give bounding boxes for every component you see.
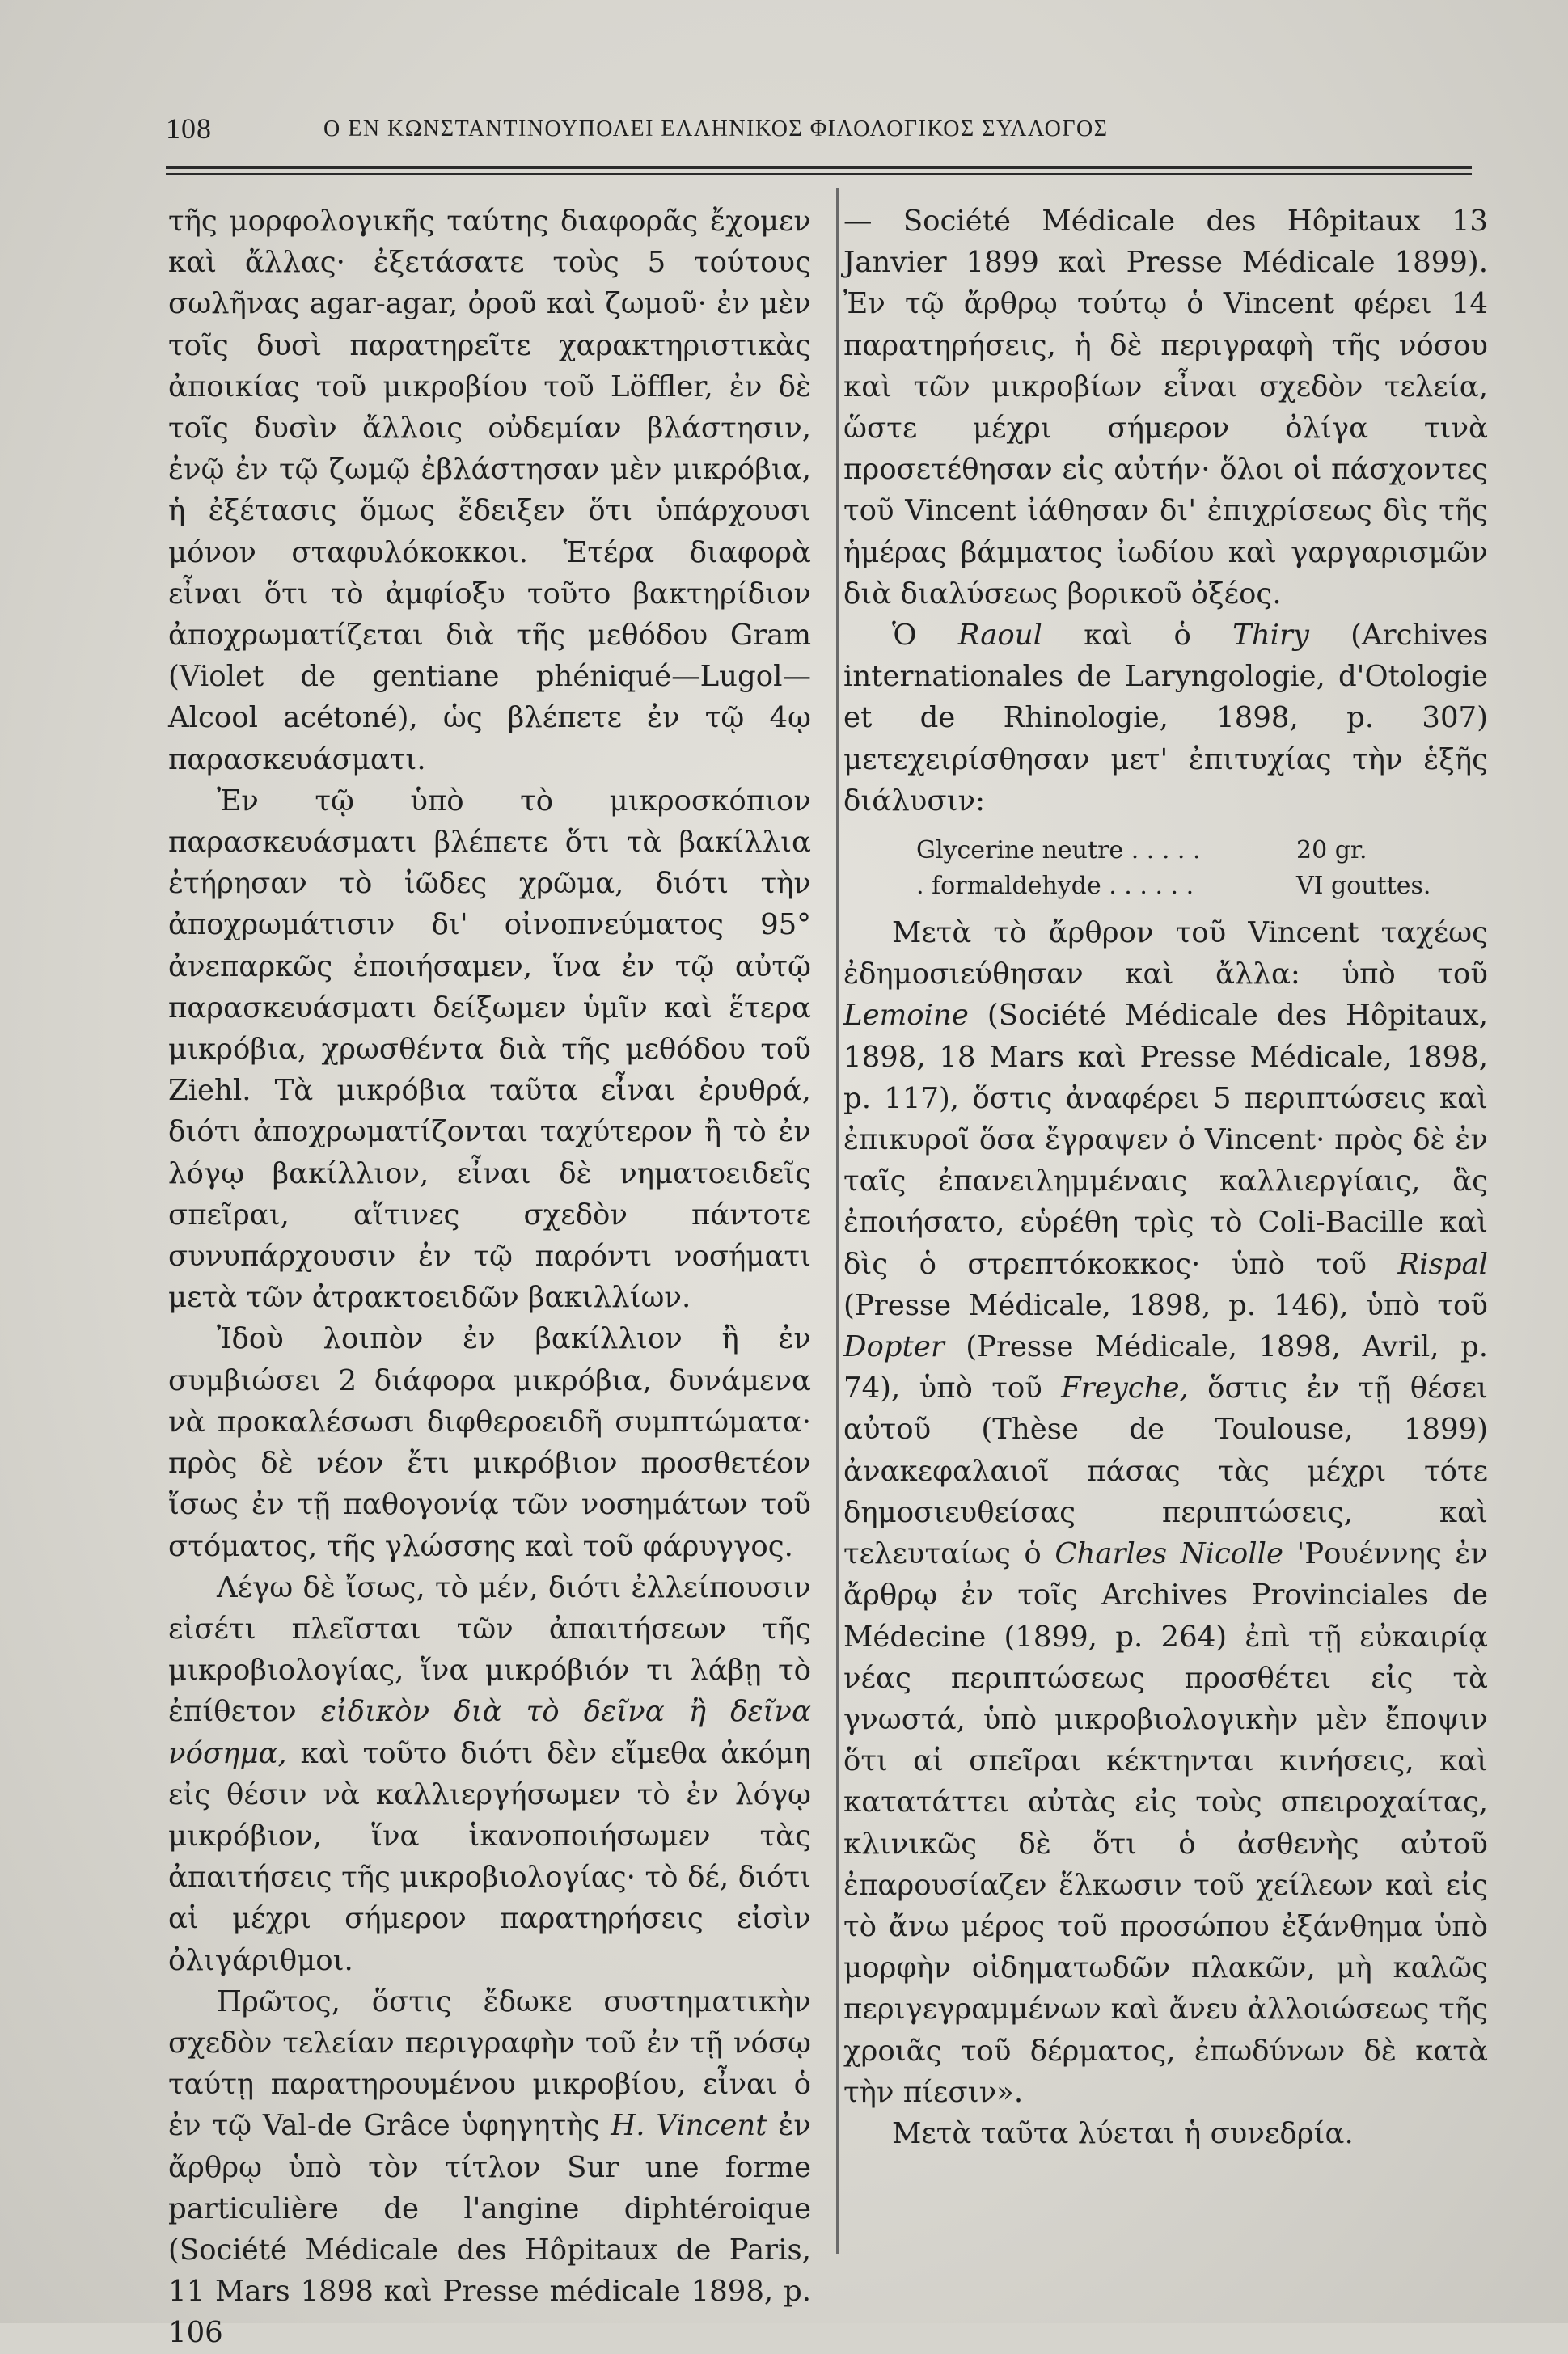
header-rule-thick <box>166 166 1472 169</box>
left-p4-italic: εἰδικὸν διὰ τὸ δεῖνα ἢ δεῖνα νόσημα, <box>168 1695 811 1770</box>
right-p3-author-dopter: Dopter <box>843 1330 945 1364</box>
right-paragraph-3 <box>843 912 1488 2113</box>
right-column <box>843 201 1488 2154</box>
right-p2-author-thiry: Thiry <box>1232 619 1309 653</box>
right-paragraph-2 <box>843 615 1488 822</box>
right-p2-text-a: Ὁ <box>892 619 958 653</box>
right-p2-author-raoul: Raoul <box>957 619 1043 653</box>
formula-block <box>843 833 1488 904</box>
right-paragraph-4: Μετὰ ταῦτα λύεται ἡ συνεδρία. <box>892 2116 1354 2150</box>
right-p3-author-lemoine: Lemoine <box>843 999 969 1033</box>
left-p4-text-b: καὶ τοῦτο διότι δὲν εἴμεθα ἀκόμη εἰς θέσιν νὰ καλλιεργήσωμεν τὸ ἐν λόγῳ μικρόβιον, ἵνα ἱκανοποιήσωμεν τὰς ἀπαιτήσεις τῆς μικροβιολογίας· τὸ δέ, διότι αἱ μέχρι σήμερον παρατηρήσεις εἰσὶν ὀλιγάριθμοι. <box>168 1736 811 1977</box>
left-p5-text-a: Πρῶτος, ὅστις ἔδωκε συστηματικὴν σχεδὸν τελείαν περιγραφὴν τοῦ ἐν τῇ νόσῳ ταύτῃ παρατηρουμένου μικροβίου, εἶναι ὁ ἐν τῷ Val-de Grâce ὑφηγητὴς <box>168 1984 811 2143</box>
page-header <box>166 112 1460 152</box>
column-divider <box>836 188 839 2254</box>
right-p3-text-f: 'Ρουέννης ἐν ἄρθρῳ ἐν τοῖς Archives Provinciales de Médecine (1899, p. 264) ἐπὶ τῇ εὐκαιρίᾳ νέας περιπτώσεως προσθέτει εἰς τὰ γνωστά, ὑπὸ μικροβιολογικὴν μὲν ἔποψιν ὅτι αἱ σπεῖραι κέκτηνται κινήσεις, καὶ κατατάττει αὐτὰς εἰς τοὺς σπειροχαίτας, κλινικῶς δὲ ὅτι ὁ ἀσθενὴς αὐτοῦ ἐπαρουσίαζεν ἕλκωσιν τοῦ χείλεων καὶ εἰς τὸ ἄνω μέρος τοῦ προσώπου ἐξάνθημα ὑπὸ μορφὴν οἰδηματωδῶν πλακῶν, μὴ καλῶς περιγεγραμμένων καὶ ἄνευ ἀλλοιώσεως τῆς χροιᾶς τοῦ δέρματος, ἐπωδύνων δὲ κατὰ τὴν πίεσιν». <box>843 1537 1488 2109</box>
formula-row <box>843 868 1488 904</box>
right-p3-author-freyche: Freyche, <box>1061 1371 1189 1405</box>
formula-ingredient: . formaldehyde . . . . . . <box>916 872 1194 901</box>
right-p3-text-c: (Presse Médicale, 1898, p. 146), ὑπὸ τοῦ <box>843 1288 1488 1322</box>
left-paragraph-2: Ἐν τῷ ὑπὸ τὸ μικροσκόπιον παρασκευάσματι βλέπετε ὅτι τὰ βακίλλια ἐτήρησαν τὸ ἰῶδες χρῶμα, διότι τὴν ἀποχρωμάτισιν δι' οἰνοπνεύματος 95° ἀνεπαρκῶς ἐποιήσαμεν, ἵνα ἐν τῷ αὐτῷ παρασκευάσματι δείξωμεν ὑμῖν καὶ ἕτερα μικρόβια, χρωσθέντα διὰ τῆς μεθόδου τοῦ Ziehl. Τὰ μικρόβια ταῦτα εἶναι ἐρυθρά, διότι ἀποχρωματίζονται ταχύτερον ἢ τὸ ἐν λόγῳ βακίλλιον, εἶναι δὲ νηματοειδεῖς σπεῖραι, αἵτινες σχεδὸν πάντοτε συνυπάρχουσιν ἐν τῷ παρόντι νοσήματι μετὰ τῶν ἀτρακτοειδῶν βακιλλίων. <box>168 784 811 1315</box>
left-paragraph-5 <box>168 1981 811 2354</box>
running-head: Ο ΕΝ ΚΩΝΣΤΑΝΤΙΝΟΥΠΟΛΕΙ ΕΛΛΗΝΙΚΟΣ ΦΙΛΟΛΟΓΙΚΟΣ ΣΥΛΛΟΓΟΣ <box>323 116 1109 142</box>
header-rule-thin <box>166 173 1472 175</box>
left-paragraph-1: τῆς μορφολογικῆς ταύτης διαφορᾶς ἔχομεν καὶ ἄλλας· ἐξετάσατε τοὺς 5 τούτους σωλῆνας agar-agar, ὀροῦ καὶ ζωμοῦ· ἐν μὲν τοῖς δυσὶ παρατηρεῖτε χαρακτηριστικὰς ἀποικίας τοῦ μικροβίου τοῦ Löffler, ἐν δὲ τοῖς δυσὶν ἄλλοις οὐδεμίαν βλάστησιν, ἐνῷ ἐν τῷ ζωμῷ ἐβλάστησαν μὲν μικρόβια, ἡ ἐξέτασις ὅμως ἔδειξεν ὅτι ὑπάρχουσι μόνον σταφυλόκοκκοι. Ἑτέρα διαφορὰ εἶναι ὅτι τὸ ἀμφίοξυ τοῦτο βακτηρίδιον ἀποχρωματίζεται διὰ τῆς μεθόδου Gram (Violet de gentiane phéniqué—Lugol—Alcool acétoné), ὡς βλέπετε ἐν τῷ 4ῳ παρασκευάσματι. <box>168 205 811 776</box>
left-p5-text-b: ἐν ἄρθρῳ ὑπὸ τὸν τίτλον Sur une forme particulière de l'angine diphtéroique (Société Médicale des Hôpitaux de Paris, 11 Mars 1898 καὶ Presse médicale 1898, p. 106 <box>168 2109 812 2350</box>
right-paragraph-1: — Société Médicale des Hôpitaux 13 Janvier 1899 καὶ Presse Médicale 1899). Ἐν τῷ ἄρθρῳ τούτῳ ὁ Vincent φέρει 14 παρατηρήσεις, ἡ δὲ περιγραφὴ τῆς νόσου καὶ τῶν μικροβίων εἶναι σχεδὸν τελεία, ὥστε μέχρι σήμερον ὀλίγα τινὰ προσετέθησαν εἰς αὐτήν· ὅλοι οἱ πάσχοντες τοῦ Vincent ἰάθησαν δι' ἐπιχρίσεως δὶς τῆς ἡμέρας βάμματος ἰωδίου καὶ γαργαρισμῶν διὰ διαλύσεως βορικοῦ ὀξέος. <box>843 205 1488 611</box>
formula-row <box>843 833 1488 868</box>
left-paragraph-3: Ἰδοὺ λοιπὸν ἐν βακίλλιον ἢ ἐν συμβιώσει 2 διάφορα μικρόβια, δυνάμενα νὰ προκαλέσωσι διφθεροειδῆ συμπτώματα· πρὸς δὲ νέον ἔτι μικρόβιον προσθετέον ἴσως ἐν τῇ παθογονίᾳ τῶν νοσημάτων τοῦ στόματος, τῆς γλώσσης καὶ τοῦ φάρυγγος. <box>168 1322 811 1563</box>
formula-amount: VI gouttes. <box>1296 872 1431 901</box>
left-paragraph-4 <box>168 1567 811 1981</box>
left-p4-text-a: Λέγω δὲ ἴσως, τὸ μέν, διότι ἐλλείπουσιν εἰσέτι πλεῖσται τῶν ἀπαιτήσεων τῆς μικροβιολογίας, ἵνα μικρόβιόν τι λάβῃ τὸ ἐπίθετον <box>168 1570 811 1729</box>
formula-ingredient: Glycerine neutre . . . . . <box>916 836 1201 865</box>
right-p2-text-c: (Archives internationales de Laryngologie, d'Otologie et de Rhinologie, 1898, p. 307) μετεχειρίσθησαν μετ' ἐπιτυχίας τὴν ἑξῆς διάλυσιν: <box>843 619 1488 818</box>
left-column <box>168 201 811 2354</box>
formula-amount: 20 gr. <box>1296 836 1367 865</box>
right-p3-author-rispal: Rispal <box>1397 1247 1488 1281</box>
right-p3-text-b: (Société Médicale des Hôpitaux, 1898, 18 Mars καὶ Presse Médicale, 1898, p. 117), ὅστις ἀναφέρει 5 περιπτώσεις καὶ ἐπικυροῖ ὅσα ἔγραψεν ὁ Vincent· πρὸς δὲ ἐν ταῖς ἐπανειλημμέναις καλλιεργίαις, ἃς ἐποιήσατο, εὑρέθη τρὶς τὸ Coli-Bacille καὶ δὶς ὁ στρεπτόκοκκος· ὑπὸ τοῦ <box>843 999 1488 1281</box>
right-p3-author-nicolle: Charles Nicolle <box>1054 1537 1283 1571</box>
right-p3-text-a: Μετὰ τὸ ἄρθρον τοῦ Vincent ταχέως ἐδημοσιεύθησαν καὶ ἄλλα: ὑπὸ τοῦ <box>843 916 1488 991</box>
left-p5-author: H. Vincent <box>611 2109 767 2143</box>
page-number: 108 <box>166 112 212 145</box>
right-p3-text-d: (Presse Médicale, 1898, Avril, p. 74), ὑπὸ τοῦ <box>843 1330 1488 1405</box>
right-p2-text-b: καὶ ὁ <box>1042 619 1233 653</box>
right-p3-text-e: ὅστις ἐν τῇ θέσει αὐτοῦ (Thèse de Toulouse, 1899) ἀνακεφαλαιοῖ πάσας τὰς μέχρι τότε δημοσιευθείσας περιπτώσεις, καὶ τελευταίως ὁ <box>843 1371 1489 1571</box>
